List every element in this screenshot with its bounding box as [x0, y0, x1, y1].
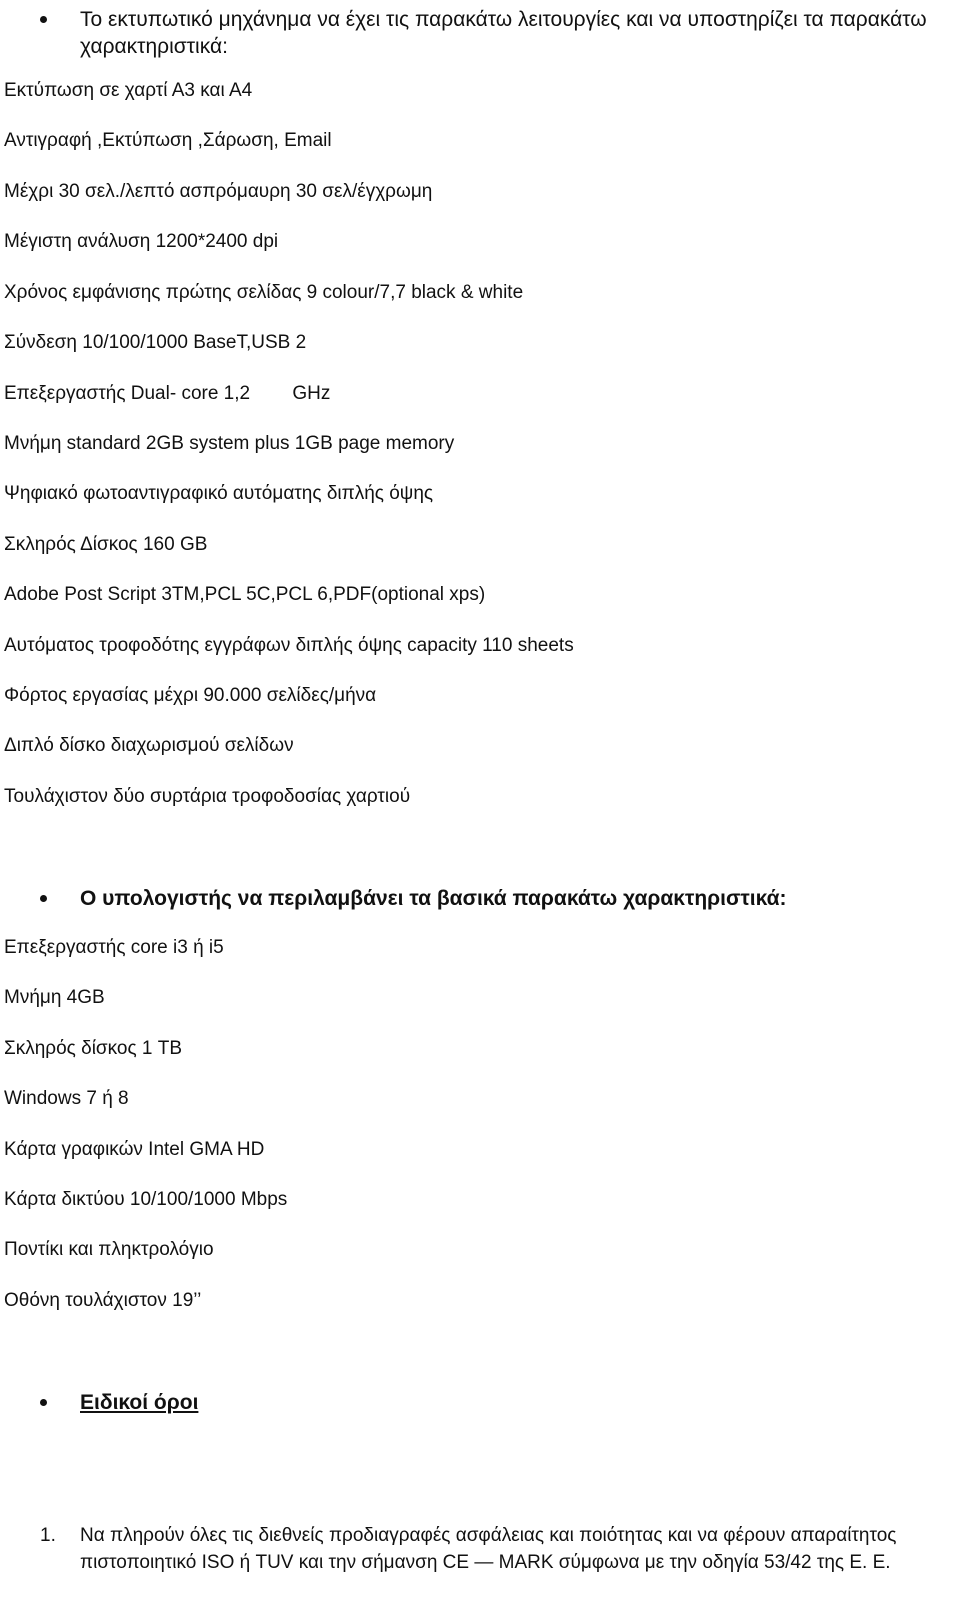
printer-spec-line: Μέχρι 30 σελ./λεπτό ασπρόμαυρη 30 σελ/έγχρωμη — [4, 181, 433, 202]
printer-spec-line: Αυτόματος τροφοδότης εγγράφων διπλής όψης capacity 110 sheets — [4, 635, 574, 656]
printer-spec-line: Μνήμη standard 2GB system plus 1GB page memory — [4, 433, 455, 454]
printer-heading: Το εκτυπωτικό μηχάνημα να έχει τις παρακάτω λειτουργίες και να υποστηρίζει τα παρακάτω χαρακτηριστικά: — [80, 8, 927, 58]
computer-spec-line: Μνήμη 4GB — [4, 987, 105, 1008]
printer-spec-line: Διπλό δίσκο διαχωρισμού σελίδων — [4, 735, 294, 756]
printer-spec-line: Σκληρός Δίσκος 160 GB — [4, 534, 208, 555]
printer-spec-line: Εκτύπωση σε χαρτί Α3 και Α4 — [4, 80, 253, 101]
bullet-icon — [40, 16, 47, 23]
computer-heading: Ο υπολογιστής να περιλαμβάνει τα βασικά παρακάτω χαρακτηριστικά: — [80, 887, 787, 910]
computer-spec-line: Κάρτα γραφικών Intel GMA HD — [4, 1139, 265, 1160]
computer-spec-line: Ποντίκι και πληκτρολόγιο — [4, 1239, 214, 1260]
terms-item-text: Να πληρούν όλες τις διεθνείς προδιαγραφές ασφάλειας και ποιότητας και να φέρουν απαραίτητος πιστοποιητικό ISO ή TUV και την σήμανση CE — MARK σύμφωνα με την οδηγία 53/42 της Ε. Ε. — [80, 1525, 897, 1573]
printer-spec-line: Ψηφιακό φωτοαντιγραφικό αυτόματης διπλής όψης — [4, 483, 434, 504]
printer-spec-line: Adobe Post Script 3TM,PCL 5C,PCL 6,PDF(optional xps) — [4, 584, 486, 605]
computer-spec-line: Επεξεργαστής core i3 ή i5 — [4, 937, 224, 958]
computer-spec-line: Windows 7 ή 8 — [4, 1088, 129, 1109]
terms-heading: Ειδικοί όροι — [80, 1391, 199, 1414]
computer-spec-line: Κάρτα δικτύου 10/100/1000 Mbps — [4, 1189, 288, 1210]
printer-spec-line: Σύνδεση 10/100/1000 BaseT,USB 2 — [4, 332, 307, 353]
printer-spec-line: Επεξεργαστής Dual- core 1,2 GHz — [4, 383, 331, 404]
bullet-icon — [40, 1399, 47, 1406]
printer-spec-line: Μέγιστη ανάλυση 1200*2400 dpi — [4, 231, 279, 252]
computer-spec-line: Σκληρός δίσκος 1 TB — [4, 1038, 183, 1059]
list-number: 1. — [40, 1525, 56, 1546]
printer-spec-line: Τουλάχιστον δύο συρτάρια τροφοδοσίας χαρτιού — [4, 786, 411, 807]
printer-spec-line: Φόρτος εργασίας μέχρι 90.000 σελίδες/μήνα — [4, 685, 377, 706]
bullet-icon — [40, 895, 47, 902]
printer-spec-line: Αντιγραφή ,Εκτύπωση ,Σάρωση, Email — [4, 130, 332, 151]
printer-spec-line: Χρόνος εμφάνισης πρώτης σελίδας 9 colour/7,7 black & white — [4, 282, 524, 303]
computer-spec-line: Οθόνη τουλάχιστον 19’’ — [4, 1290, 202, 1311]
